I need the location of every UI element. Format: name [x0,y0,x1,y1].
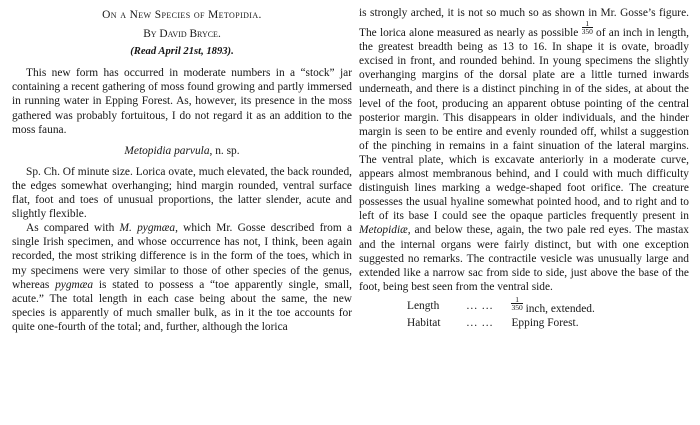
read-date: (Read April 21st, 1893). [130,46,234,58]
species-suffix: , n. sp. [209,144,240,157]
fraction-numerator: 1 [582,20,593,28]
right-column [359,6,689,330]
description-paragraph [359,6,689,294]
comparison-species-2: pygmæa [55,278,94,291]
comparison-species-1: M. pygmæa [119,222,176,235]
intro-paragraph: This new form has occurred in moderate numbers in a “stock” jar containing a recent gathering of moss found growing and partly immersed in running water in Epping Forest. As, however, its presence in the moss gathered was probably fortuitous, I do not regard it as an addition to the moss fauna. [12,67,352,136]
comparison-text-2: , which Mr. Gosse described from a single Irish specimen, and whose occurrence has not, I think, been again recorded, the most striking difference is in the form of the toes, which in my specimens were very similar to those of other species of the genus, whereas [12,222,352,291]
measurement-dots: ... ... [466,316,494,329]
species-heading [12,144,352,158]
length-fraction [582,20,593,35]
measurement-row-length [407,296,599,316]
description-text-2: of an inch in length, the greatest breadth being as 13 to 16. In shape it is ovate, broadly excised in front, and rounded behind. In young specimens the slightly overhanging margins of the dorsal plate are a little turned inwards underneath, and there is a distinct pinching in of the sides, at about the level of the foot, producing an apparent obtuse pointing of the central posterior margin. This disappears in older individuals, and the hinder margin is seen to be entire and evenly rounded off, whilst a suggestion of the pinching in remains in a faint sinuation of the lateral margins. The ventral plate, which is excavate anteriorly in a moderate curve, appears almost membranous behind, and I could with much difficulty distinguish lines marking a wedge-shaped foot orifice. The creature possesses the usual hyaline somewhat pointed hood, and to right and to left of its base I could see the opaque particles frequently present in [359,27,689,223]
measurement-row-habitat [407,316,599,330]
fraction-numerator: 1 [511,296,522,304]
left-column [12,6,352,334]
fraction-denominator: 350 [511,302,523,312]
comparison-text-3: is stated to possess a “toe apparently single, small, acute.” The total length in each case being about the same, the new species is apparently of much smaller bulk, as in it the toe accounts for quite one-fourth of the total; and, further, although the lorica [12,278,352,333]
description-text-1: is strongly arched, it is not so much so as shown in Mr. Gosse’s figure. The lorica alone measured as nearly as possible [359,7,689,40]
article-author: By David Bryce. [143,28,221,41]
measurement-value [511,296,598,316]
measurement-value: Epping Forest. [511,316,579,329]
measurement-dots: ... ... [466,299,494,312]
diagnosis-paragraph: Sp. Ch. Of minute size. Lorica ovate, much elevated, the back rounded, the edges somewhat overhanging; hind margin rounded, ventral surface flat, foot and toes of unusual proportions, the latter slender, acute and slightly flexible. [12,165,352,221]
comparison-text-1: As compared with [26,222,120,235]
measurement-label: Habitat [407,316,441,329]
article-title: On a New Species of Metopidia. [102,9,262,21]
measurement-value-text: inch, extended. [522,302,595,315]
measurement-label: Length [407,299,440,312]
genus-name: Metopidiæ [359,224,408,237]
fraction-denominator: 350 [581,27,593,37]
measurements-table [407,296,599,330]
comparison-paragraph [12,221,352,334]
length-fraction [511,296,522,311]
description-text-3: , and below these, again, the two pale red eyes. The mastax and the internal organs were fairly distinct, but with one exception suggested no remarks. The contractile vesicle was unusually large and extended like a narrow sac from side to side, just above the base of the foot, being best seen from the ventral side. [359,224,689,293]
species-name: Metopidia parvula [124,144,210,157]
